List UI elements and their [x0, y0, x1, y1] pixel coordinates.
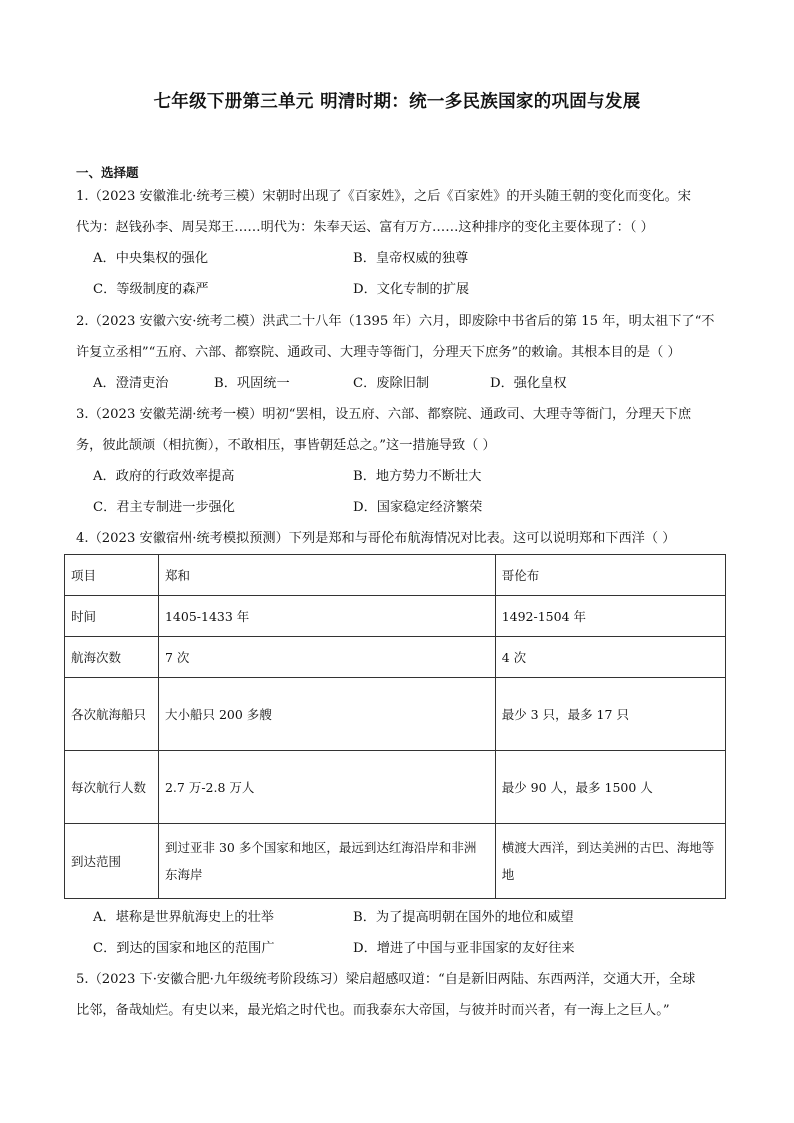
- table-cell: 1405-1433 年: [158, 596, 495, 637]
- option-d: D．国家稳定经济繁荣: [353, 500, 483, 515]
- question-1: [76, 181, 718, 243]
- question-5-line-2: 比邻，备哉灿烂。有史以来，最光焰之时代也。而我泰东大帝国，与彼并时而兴者，有一海上之巨人。”: [76, 1003, 670, 1018]
- question-2-options: [93, 368, 713, 399]
- table-header-row: [65, 555, 726, 596]
- question-5-line-1: 5.（2023 下·安徽合肥·九年级统考阶段练习）梁启超感叹道：“自是新旧两陆、东西两洋，交通大开，全球: [76, 972, 696, 987]
- option-a: A．堪称是世界航海史上的壮举: [93, 910, 274, 925]
- question-2: [76, 306, 718, 368]
- table-cell: 1492-1504 年: [495, 596, 725, 637]
- question-1-line-1: 1.（2023 安徽淮北·统考三模）宋朝时出现了《百家姓》，之后《百家姓》的开头随王朝的变化而变化。宋: [76, 189, 691, 204]
- section-heading: 一、选择题: [76, 165, 139, 180]
- table-cell: 每次航行人数: [65, 751, 159, 824]
- table-cell: 到过亚非 30 多个国家和地区，最远到达红海沿岸和非洲东海岸: [158, 824, 495, 899]
- table-cell: 到达范围: [65, 824, 159, 899]
- question-4-line-1: 4.（2023 安徽宿州·统考模拟预测）下列是郑和与哥伦布航海情况对比表。这可以说明郑和下西洋（ ）: [76, 531, 676, 546]
- table-header-cell: 哥伦布: [495, 555, 725, 596]
- table-header-cell: 项目: [65, 555, 159, 596]
- table-cell: 7 次: [158, 637, 495, 678]
- table-cell: 时间: [65, 596, 159, 637]
- question-2-line-1: 2.（2023 安徽六安·统考二模）洪武二十八年（1395 年）六月，即废除中书省后的第 15 年，明太祖下了“不: [76, 314, 715, 329]
- question-2-line-2: 许复立丞相”“五府、六部、都察院、通政司、大理寺等衙门，分理天下庶务”的敕谕。其根本目的是（ ）: [76, 345, 681, 360]
- page-title: 七年级下册第三单元 明清时期：统一多民族国家的巩固与发展: [153, 92, 641, 112]
- option-a: A．中央集权的强化: [93, 251, 209, 266]
- table-row: [65, 824, 726, 899]
- option-a: A．政府的行政效率提高: [93, 469, 235, 484]
- option-c: C．君主专制进一步强化: [93, 500, 235, 515]
- question-1-line-2: 代为：赵钱孙李、周吴郑王……明代为：朱奉天运、富有万方……这种排序的变化主要体现了：（ ）: [76, 220, 654, 235]
- option-d: D．增进了中国与亚非国家的友好往来: [353, 941, 575, 956]
- table-cell: 最少 3 只，最多 17 只: [495, 678, 725, 751]
- option-d: D．文化专制的扩展: [353, 282, 470, 297]
- question-3-options: [93, 461, 713, 523]
- table-cell: 4 次: [495, 637, 725, 678]
- table-row: [65, 678, 726, 751]
- option-b: B．地方势力不断壮大: [353, 469, 482, 484]
- option-a: A．澄清吏治: [93, 376, 169, 391]
- table-row: [65, 637, 726, 678]
- question-3-line-2: 务，彼此颉颃（相抗衡），不敢相压，事皆朝廷总之。”这一措施导致（ ）: [76, 438, 496, 453]
- option-b: B．巩固统一: [214, 376, 290, 391]
- option-c: C．到达的国家和地区的范围广: [93, 941, 275, 956]
- question-4: [76, 523, 718, 554]
- option-b: B．皇帝权威的独尊: [353, 251, 469, 266]
- option-c: C．废除旧制: [353, 376, 430, 391]
- table-row: [65, 751, 726, 824]
- table-cell: 大小船只 200 多艘: [158, 678, 495, 751]
- question-4-options: [93, 902, 713, 964]
- option-c: C．等级制度的森严: [93, 282, 209, 297]
- table-cell: 航海次数: [65, 637, 159, 678]
- comparison-table: [64, 554, 726, 899]
- question-3-line-1: 3.（2023 安徽芜湖·统考一模）明初“罢相，设五府、六部、都察院、通政司、大理寺等衙门，分理天下庶: [76, 407, 692, 422]
- table-cell: 各次航海船只: [65, 678, 159, 751]
- question-5: [76, 964, 718, 1026]
- table-header-cell: 郑和: [158, 555, 495, 596]
- table-cell: 2.7 万-2.8 万人: [158, 751, 495, 824]
- table-row: [65, 596, 726, 637]
- option-b: B．为了提高明朝在国外的地位和威望: [353, 910, 574, 925]
- question-1-options: [93, 243, 713, 305]
- question-3: [76, 399, 718, 461]
- table-cell: 横渡大西洋，到达美洲的古巴、海地等地: [495, 824, 725, 899]
- table-cell: 最少 90 人，最多 1500 人: [495, 751, 725, 824]
- option-d: D．强化皇权: [490, 376, 567, 391]
